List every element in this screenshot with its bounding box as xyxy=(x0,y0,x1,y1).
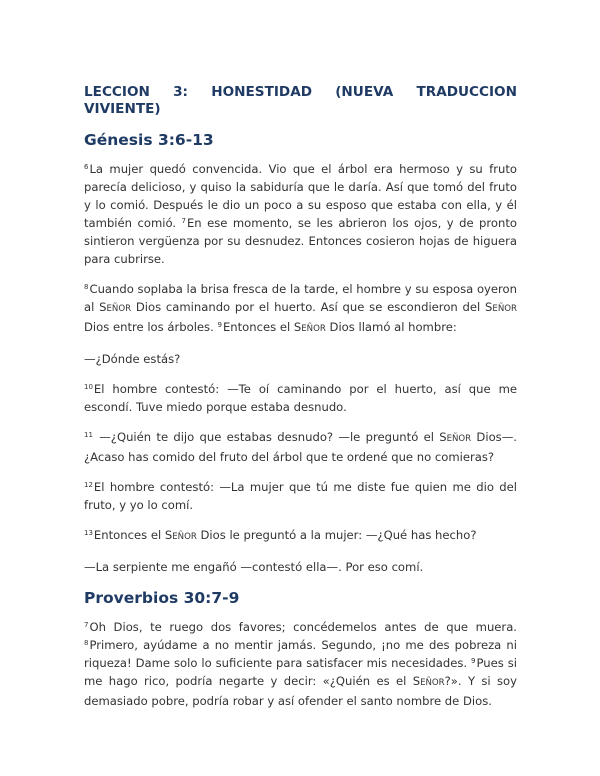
verse-number: 13 xyxy=(84,529,93,537)
verse-text: La mujer quedó convencida. Vio que el árbol era hermoso y su fruto parecía delicioso, y quiso la sabiduría que le daría. Así que tomó del fruto y lo comió. Después le dio un poco a su esposo que estaba con ella, y él también comió. xyxy=(84,162,517,230)
genesis-paragraph-3: —¿Dónde estás? xyxy=(84,352,181,366)
lord-small-caps: EÑOR xyxy=(106,304,132,314)
genesis-paragraph-2 xyxy=(84,280,517,338)
verse-text: Dios entre los árboles. xyxy=(84,320,214,334)
lord-small-caps: EÑOR xyxy=(492,304,517,314)
verse-text: Primero, ayúdame a no mentir jamás. Segundo, ¡no me des pobreza ni riqueza! Dame solo lo suficiente para satisfacer mis necesidades. xyxy=(84,638,517,670)
verse-text: El hombre contestó: —Te oí caminando por el huerto, así que me escondí. Tuve miedo porque estaba desnudo. xyxy=(84,382,517,414)
verse-number: 7 xyxy=(84,621,89,629)
verse-number: 12 xyxy=(84,481,93,489)
verse-number: 8 xyxy=(84,639,89,647)
verse-text: Dios—. ¿Acaso has comido del fruto del árbol que te ordené que no comieras? xyxy=(84,430,517,464)
verse-number: 6 xyxy=(84,163,89,171)
verse-text: ?». Y si soy demasiado pobre, podría robar y así ofender el santo nombre de Dios. xyxy=(84,674,517,708)
verse-number: 10 xyxy=(84,383,93,391)
verse-text: Dios llamó al hombre: xyxy=(325,320,457,334)
genesis-paragraph-4 xyxy=(84,380,517,416)
verse-text: Entonces el S xyxy=(93,528,173,542)
section-heading-genesis: Génesis 3:6-13 xyxy=(84,131,214,149)
genesis-paragraph-6 xyxy=(84,478,517,514)
verse-text: Pues si me hago rico, podría negarte y decir: «¿Quién es el S xyxy=(84,656,517,688)
lord-small-caps: EÑOR xyxy=(420,678,445,688)
genesis-paragraph-5 xyxy=(84,428,517,466)
genesis-paragraph-7 xyxy=(84,526,517,546)
verse-text: Dios caminando por el huerto. Así que se escondieron del S xyxy=(131,300,493,314)
lesson-title: LECCION 3: HONESTIDAD (NUEVA TRADUCCION VIVIENTE) xyxy=(84,84,517,117)
lord-small-caps: EÑOR xyxy=(172,532,197,542)
verse-number: 9 xyxy=(471,657,476,665)
verse-number: 9 xyxy=(217,321,222,329)
section-heading-proverbs: Proverbios 30:7-9 xyxy=(84,589,240,607)
verse-text: Entonces el S xyxy=(222,320,302,334)
verse-number: 11 xyxy=(84,431,93,439)
document-page xyxy=(84,84,517,718)
verse-text: El hombre contestó: —La mujer que tú me diste fue quien me dio del fruto, y yo lo comí. xyxy=(84,480,517,512)
genesis-paragraph-8: —La serpiente me engañó —contestó ella—. Por eso comí. xyxy=(84,560,424,574)
verse-text: En ese momento, se les abrieron los ojos, y de pronto sintieron vergüenza por su desnudez. Entonces cosieron hojas de higuera para cubrirse. xyxy=(84,216,517,266)
verse-text: —¿Quién te dijo que estabas desnudo? —le preguntó el S xyxy=(93,430,447,444)
lord-small-caps: EÑOR xyxy=(301,324,326,334)
lord-small-caps: EÑOR xyxy=(446,434,472,444)
genesis-paragraph-1 xyxy=(84,160,517,268)
proverbs-paragraph xyxy=(84,618,517,710)
verse-text: Cuando soplaba la brisa fresca de la tarde, el hombre y su esposa oyeron al S xyxy=(84,282,517,314)
verse-number: 7 xyxy=(181,217,186,225)
verse-number: 8 xyxy=(84,283,89,291)
verse-text: Dios le preguntó a la mujer: —¿Qué has hecho? xyxy=(196,528,477,542)
verse-text: Oh Dios, te ruego dos favores; concédemelos antes de que muera. xyxy=(89,620,517,634)
